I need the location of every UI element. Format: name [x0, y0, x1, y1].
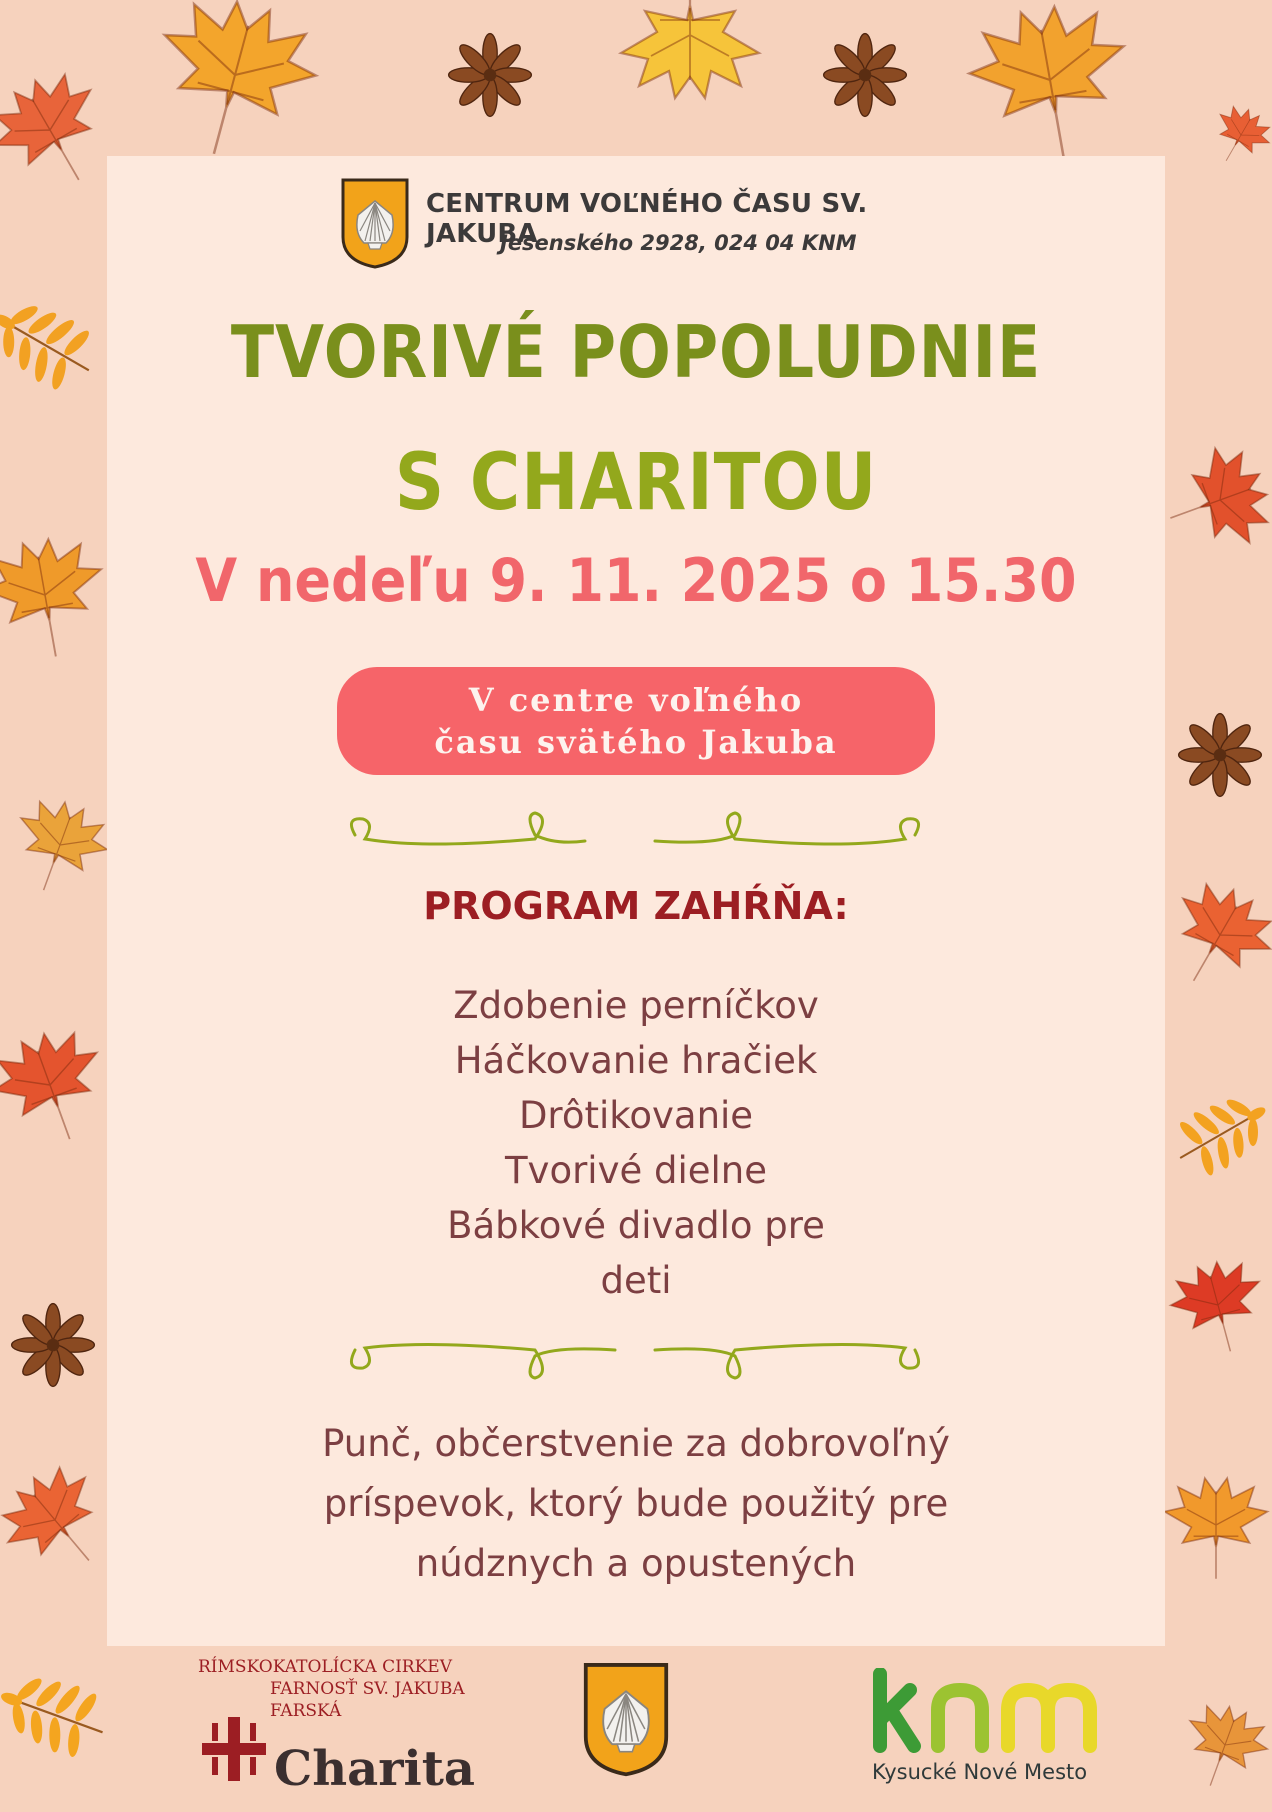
venue-line1: V centre voľného — [468, 681, 804, 719]
maple-leaf-icon — [952, 0, 1149, 178]
parish-line3: FARSKÁ — [270, 1701, 342, 1721]
star-anise-icon — [820, 30, 910, 120]
event-title-line1: TVORIVÉ POPOLUDNIE — [230, 310, 1042, 394]
venue-badge — [337, 667, 935, 775]
note-line: príspevok, ktorý bude použitý pre — [323, 1482, 949, 1525]
program-list — [107, 978, 1165, 1308]
program-item: Háčkovanie hračiek — [454, 1039, 818, 1082]
star-anise-icon — [1175, 710, 1265, 800]
note-line: núdznych a opustených — [415, 1542, 857, 1585]
program-heading: PROGRAM ZAHŔŇA: — [423, 884, 849, 928]
knm-logo-mark — [868, 1668, 1118, 1758]
star-anise-icon — [445, 30, 535, 120]
organizer-address: Jesenského 2928, 024 04 KNM — [500, 231, 857, 255]
program-item: Drôtikovanie — [518, 1094, 754, 1137]
organizer-header — [340, 177, 960, 269]
program-item: Bábkové divadlo pre — [447, 1204, 825, 1247]
charita-logo — [198, 1657, 475, 1797]
organizer-name: CENTRUM VOĽNÉHO ČASU SV. JAKUBA — [426, 189, 868, 249]
event-title-line2: S CHARITOU — [394, 438, 878, 528]
maple-leaf-icon — [1153, 1229, 1272, 1380]
parish-line2: FARNOSŤ SV. JAKUBA — [270, 1679, 465, 1699]
rowan-leaf-icon — [0, 1634, 154, 1796]
star-anise-icon — [8, 1300, 98, 1390]
scallop-shell-icon — [582, 1660, 670, 1778]
parish-line1: RÍMSKOKATOLÍCKA CIRKEV — [198, 1657, 452, 1677]
charita-cross-icon — [198, 1713, 270, 1785]
swirl-divider-top — [345, 805, 925, 865]
venue-line2: času svätého Jakuba — [434, 723, 838, 761]
swirl-divider-bottom — [345, 1330, 925, 1390]
maple-leaf-icon — [1164, 1678, 1272, 1812]
note-line: Punč, občerstvenie za dobrovoľný — [322, 1422, 950, 1465]
maple-leaf-icon — [1160, 1400, 1272, 1650]
knm-caption: Kysucké Nové Mesto — [872, 1760, 1088, 1784]
program-item: Zdobenie perníčkov — [453, 984, 819, 1027]
maple-leaf-icon — [1177, 55, 1272, 216]
maple-leaf-icon — [131, 0, 339, 179]
program-item: Tvorivé dielne — [504, 1149, 768, 1192]
scallop-shell-icon — [340, 177, 410, 269]
knm-logo — [868, 1668, 1128, 1798]
refreshment-note — [107, 1414, 1165, 1594]
maple-leaf-icon — [590, 0, 790, 110]
charita-wordmark: Charita — [274, 1741, 475, 1797]
program-item: deti — [600, 1259, 672, 1302]
event-date: V nedeľu 9. 11. 2025 o 15.30 — [195, 546, 1077, 616]
